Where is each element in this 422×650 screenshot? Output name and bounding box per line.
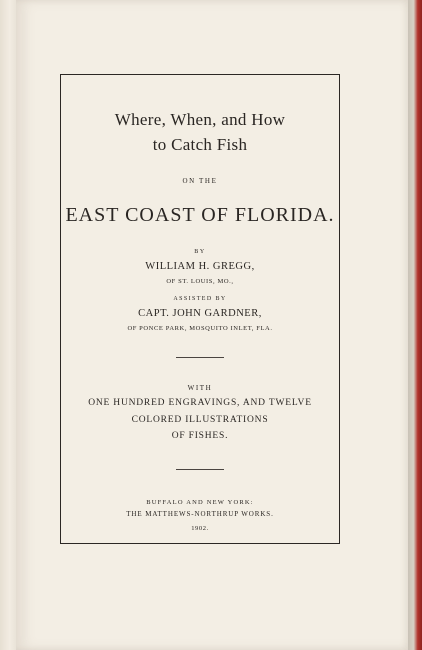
with-text: WITH xyxy=(187,384,213,392)
book-gutter xyxy=(0,0,17,650)
illustrations-line-3: OF FISHES. xyxy=(171,431,229,441)
publisher-city: BUFFALO AND NEW YORK: xyxy=(146,499,254,506)
assistant-location: OF PONCE PARK, MOSQUITO INLET, FLA. xyxy=(127,325,273,332)
title-line-2: to Catch Fish xyxy=(152,135,248,154)
title-page xyxy=(16,0,408,650)
title-line-1: Where, When, and How xyxy=(114,110,286,129)
on-the-text: ON THE xyxy=(182,177,218,185)
title-page-border xyxy=(60,74,340,544)
assistant-name: CAPT. JOHN GARDNER, xyxy=(138,308,262,319)
divider-rule xyxy=(176,357,224,358)
by-text: BY xyxy=(194,249,206,255)
publisher-name: THE MATTHEWS-NORTHRUP WORKS. xyxy=(126,510,274,518)
subject-heading: EAST COAST OF FLORIDA. xyxy=(65,204,335,226)
assisted-by-text: ASSISTED BY xyxy=(173,296,227,302)
author-name: WILLIAM H. GREGG, xyxy=(145,261,255,272)
book-cover-edge xyxy=(408,0,422,650)
divider-rule xyxy=(176,469,224,470)
publication-year: 1902. xyxy=(191,525,209,532)
illustrations-line-2: COLORED ILLUSTRATIONS xyxy=(131,415,269,425)
author-location: OF ST. LOUIS, MO., xyxy=(166,278,234,285)
illustrations-line-1: ONE HUNDRED ENGRAVINGS, AND TWELVE xyxy=(88,398,312,408)
